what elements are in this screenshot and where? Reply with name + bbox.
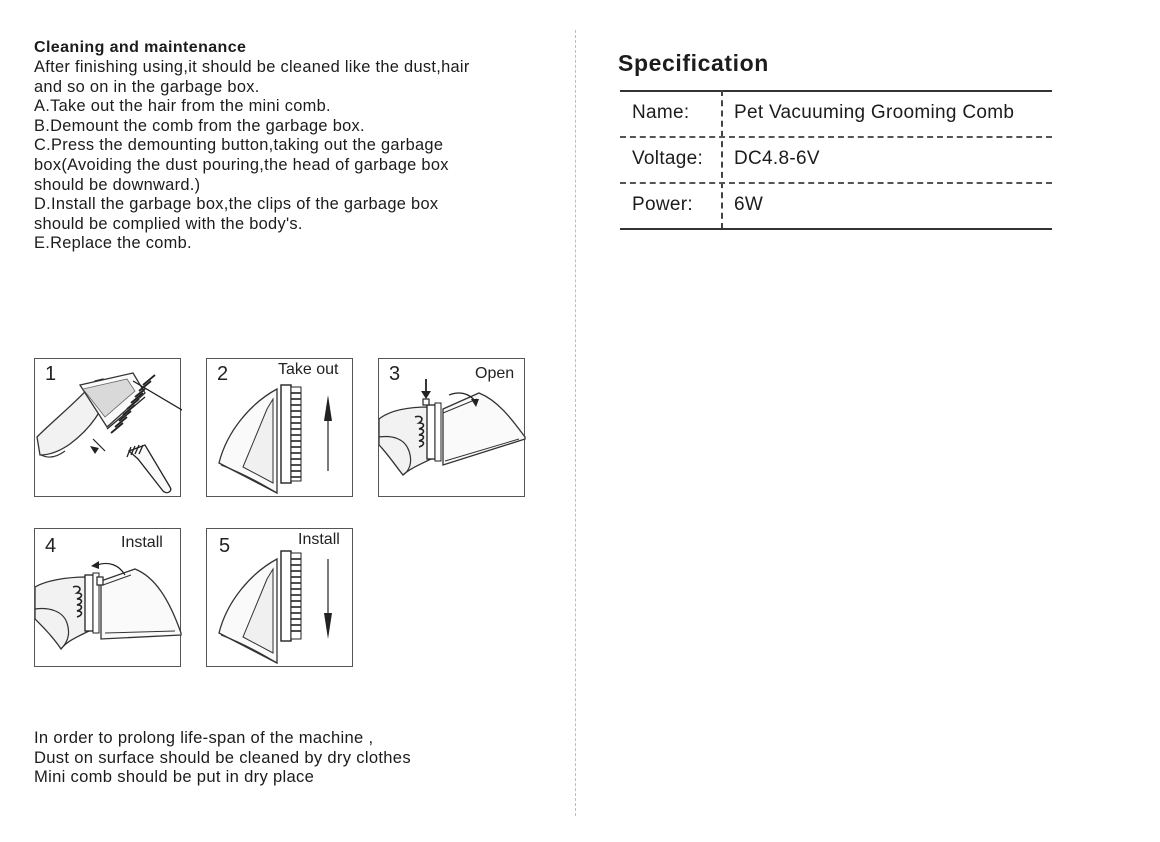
spec-table bbox=[620, 90, 1052, 228]
spec-label: Name: bbox=[632, 102, 690, 123]
page-divider bbox=[575, 30, 576, 816]
step-label: Take out bbox=[278, 361, 339, 378]
table-bottom-rule bbox=[620, 228, 1052, 230]
step-label: Install bbox=[121, 534, 163, 551]
step-label: Install bbox=[298, 531, 340, 548]
step-5-panel bbox=[206, 528, 353, 667]
spec-title: Specification bbox=[618, 50, 769, 76]
instruction-line: B.Demount the comb from the garbage box. bbox=[34, 116, 365, 135]
instruction-line: After finishing using,it should be cleaned like the dust,hair bbox=[34, 58, 470, 76]
step-number: 1 bbox=[45, 363, 57, 385]
step-number: 4 bbox=[45, 535, 57, 557]
spec-row-voltage bbox=[620, 136, 1052, 182]
spec-label: Power: bbox=[632, 194, 693, 215]
spec-label: Voltage: bbox=[632, 148, 704, 169]
step-number: 2 bbox=[217, 363, 229, 385]
comb-removal-icon bbox=[207, 359, 354, 498]
instruction-line: should be downward.) bbox=[34, 175, 201, 194]
note-line: Mini comb should be put in dry place bbox=[34, 767, 315, 787]
step-number: 3 bbox=[389, 363, 401, 385]
note-line: Dust on surface should be cleaned by dry clothes bbox=[34, 747, 411, 767]
spec-value: 6W bbox=[734, 194, 764, 215]
comb-cleaning-icon bbox=[35, 359, 182, 498]
step-2-panel bbox=[206, 358, 353, 497]
instruction-line: and so on in the garbage box. bbox=[34, 77, 260, 96]
cleaning-instructions bbox=[34, 58, 544, 254]
instruction-line: C.Press the demounting button,taking out the garbage bbox=[34, 136, 444, 155]
spec-value: DC4.8-6V bbox=[734, 148, 820, 169]
step-label: Open bbox=[475, 365, 515, 382]
step-3-panel bbox=[378, 358, 525, 497]
cleaning-heading: Cleaning and maintenance bbox=[34, 39, 247, 56]
instruction-line: D.Install the garbage box,the clips of the garbage box bbox=[34, 195, 439, 214]
spec-row-name bbox=[620, 90, 1052, 136]
instruction-line: should be complied with the body's. bbox=[34, 214, 303, 233]
instruction-line: A.Take out the hair from the mini comb. bbox=[34, 97, 331, 116]
instruction-line: E.Replace the comb. bbox=[34, 234, 192, 253]
specification-page bbox=[578, 0, 1160, 842]
step-4-panel bbox=[34, 528, 181, 667]
cleaning-page bbox=[0, 0, 576, 842]
instruction-line: box(Avoiding the dust pouring,the head of garbage box bbox=[34, 155, 449, 174]
spec-row-power bbox=[620, 182, 1052, 228]
step-number: 5 bbox=[219, 535, 231, 557]
maintenance-notes bbox=[34, 728, 411, 787]
note-line: In order to prolong life-span of the machine , bbox=[34, 728, 374, 747]
spec-value: Pet Vacuuming Grooming Comb bbox=[734, 102, 1015, 123]
step-1-panel bbox=[34, 358, 181, 497]
